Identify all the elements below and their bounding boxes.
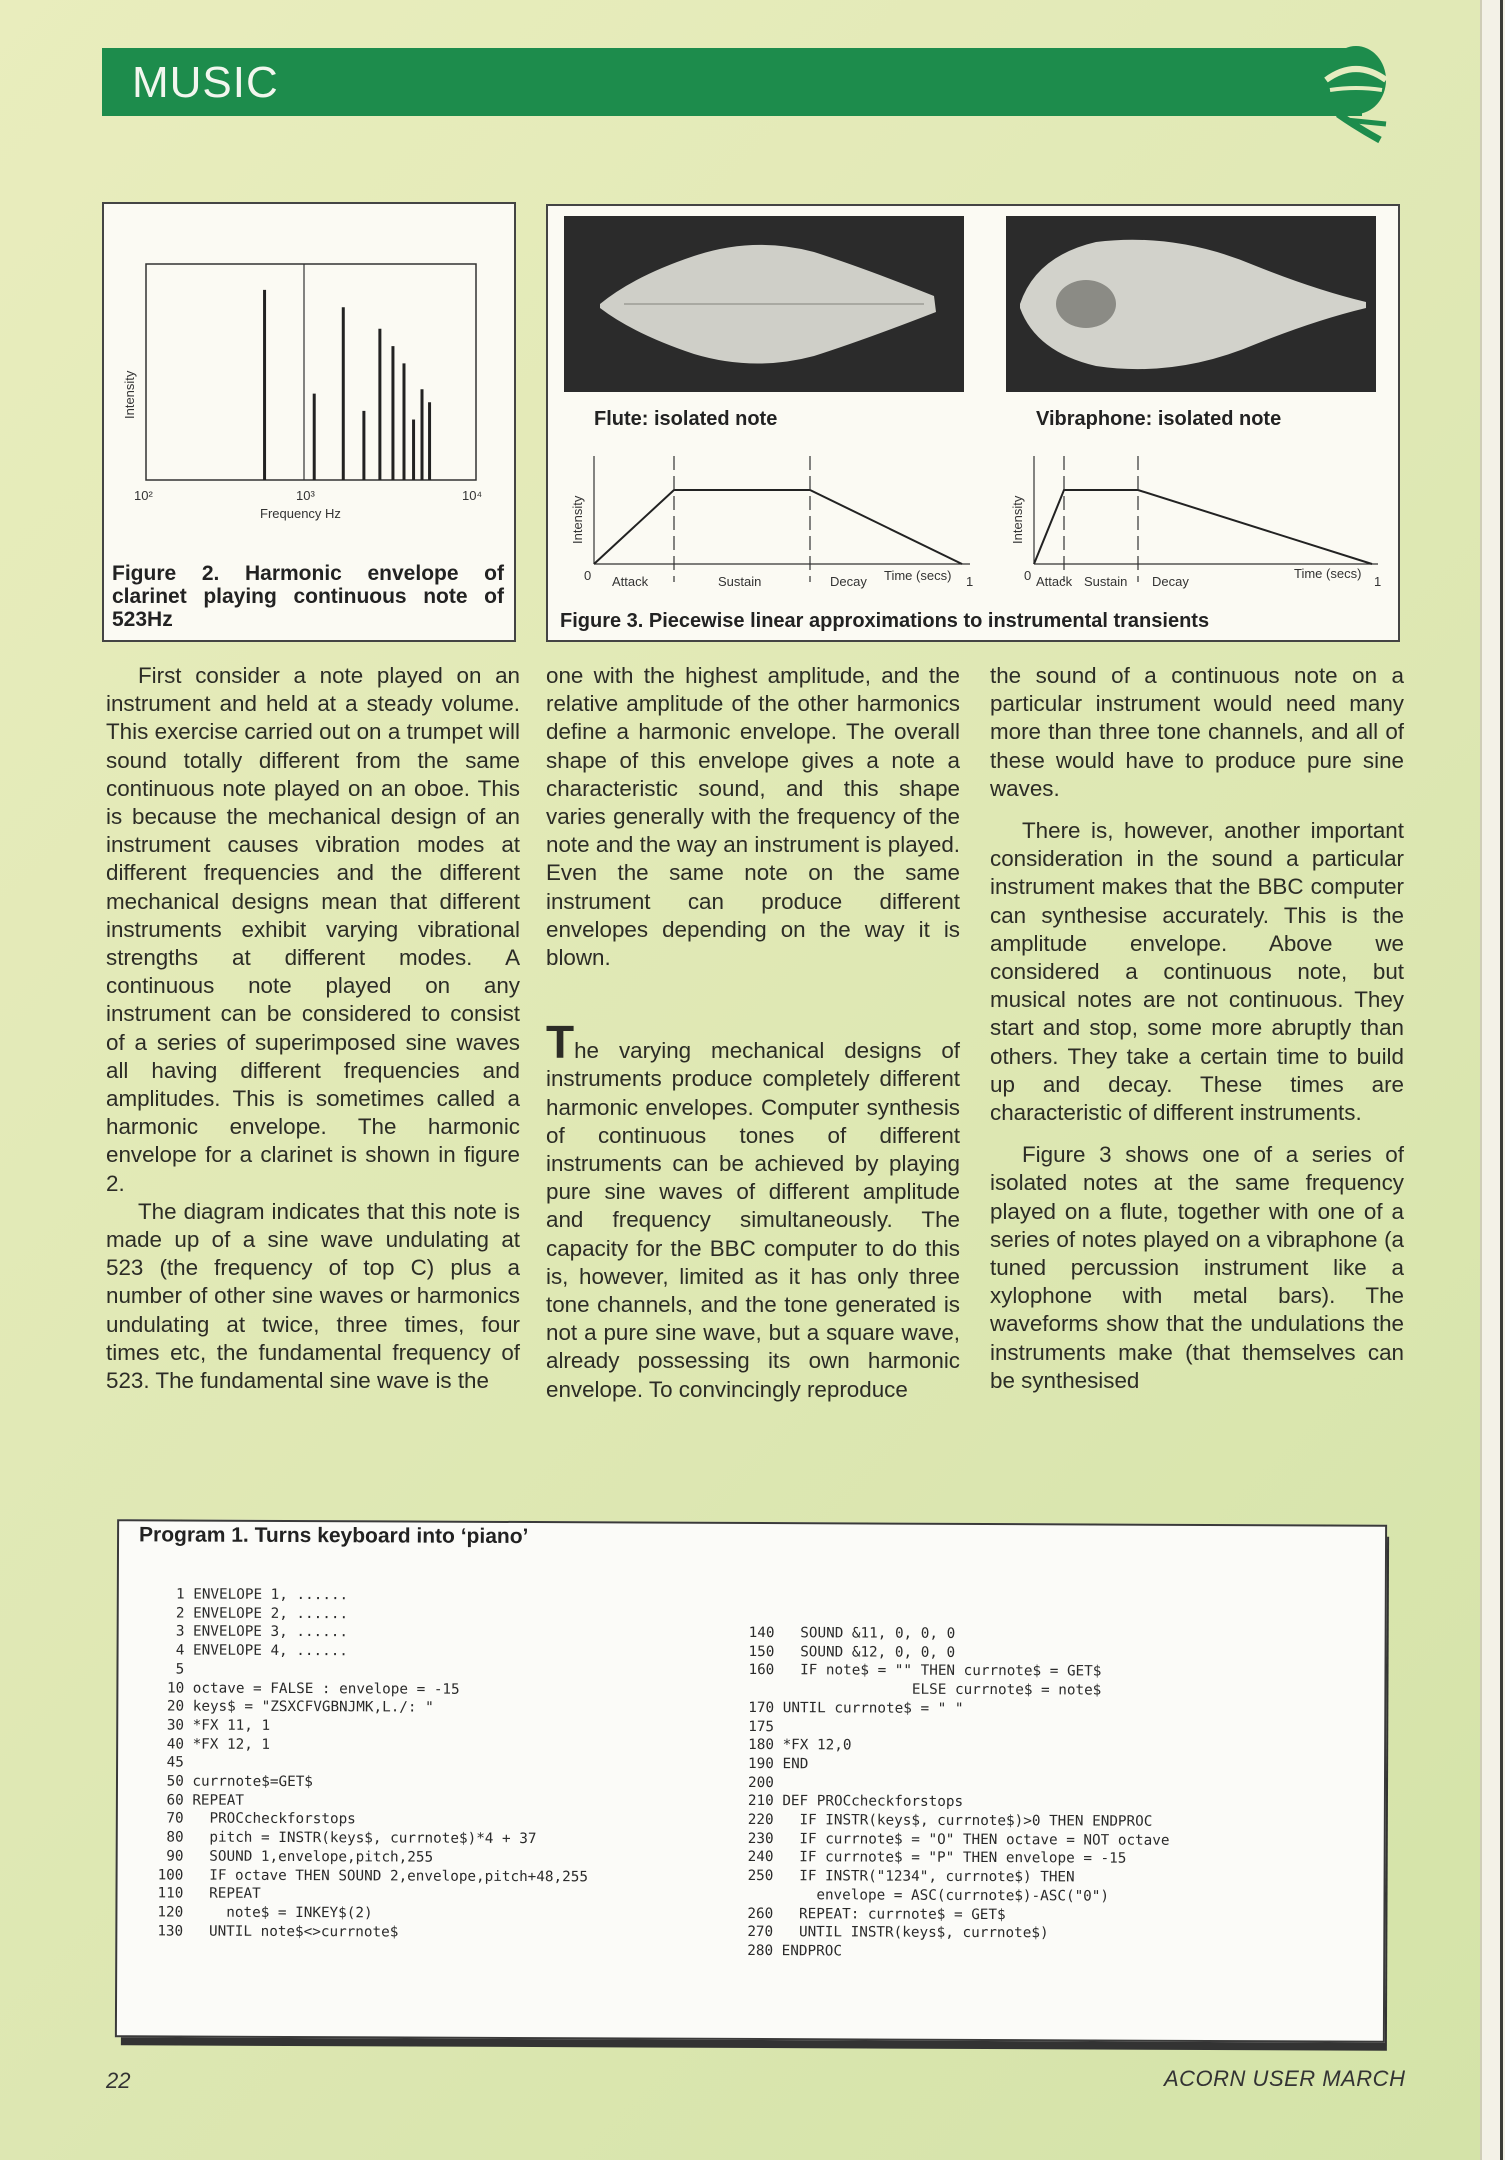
- svg-text:0: 0: [1024, 568, 1032, 583]
- x-tick-label: 10³: [296, 488, 315, 503]
- figure-2: [102, 202, 516, 642]
- y-axis-label: Intensity: [1010, 495, 1025, 544]
- figure-2-chart: [104, 204, 514, 544]
- svg-text:Decay: Decay: [1152, 574, 1189, 589]
- paragraph: one with the highest amplitude, and the relative amplitude of the other harmonics define a harmonic envelope. The overall shape of this envelope gives a note a characteristic sound, and this shape varies generally with the frequency of the note and the way an instrument is played. Even the same note on the same instrument can produce different envelopes depending on the way it is blown.: [546, 663, 960, 971]
- flute-title: Flute: isolated note: [594, 408, 778, 430]
- flute-waveform-photo: [564, 216, 964, 392]
- section-title: MUSIC: [132, 58, 279, 107]
- vibraphone-envelope-line: [1034, 490, 1372, 564]
- drop-cap: T: [546, 1016, 575, 1069]
- program-title: Program 1. Turns keyboard into ‘piano’: [139, 1523, 529, 1549]
- svg-text:Time (secs): Time (secs): [1294, 566, 1362, 581]
- page-edge: [1480, 0, 1505, 2160]
- x-tick-label: 10²: [134, 488, 153, 503]
- chart-frame: [146, 264, 476, 480]
- figure-3: [546, 204, 1400, 642]
- flute-envelope-line: [594, 490, 962, 564]
- svg-text:Sustain: Sustain: [1084, 574, 1128, 589]
- x-tick-label: 10⁴: [462, 488, 483, 503]
- text-column-2: [546, 662, 960, 1404]
- page-number: 22: [106, 2068, 131, 2093]
- text-column-1: [106, 662, 520, 1395]
- paragraph: Figure 3 shows one of a series of isolated notes at the same frequency played on a flute, together with one of a series of notes played on a vibraphone (a tuned percussion instrument like a xylophone with metal bars). The waveforms show that the undulations the instruments make (that themselves can be synthesised: [990, 1142, 1404, 1393]
- code-listing-right: 140 SOUND &11, 0, 0, 0 150 SOUND &12, 0, 0, 0 160 IF note$ = "" THEN currnote$ = GET$ ELSE currnote$ = note$ 170 UNTIL currnote$ = " " 175 180 *FX 12,0 190 END 200 210 DEF PROCcheckforstops 220 IF INSTR(keys$, currnote$)>0 THEN ENDPROC 230 IF currnote$ = "O" THEN octave = NOT octave 240 IF currnote$ = "P" THEN envelope = -15 250 IF INSTR("1234", currnote$) THEN envelope = ASC(currnote$)-ASC("0") 260 REPEAT: currnote$ = GET$ 270 UNTIL INSTR(keys$, currnote$) 280 ENDPROC: [747, 1624, 1170, 1960]
- acorn-icon: [1316, 28, 1396, 148]
- flute-waveform-icon: [564, 216, 964, 392]
- svg-text:1: 1: [1374, 574, 1382, 589]
- text-column-3: [990, 662, 1404, 1395]
- edge-rule: [1500, 0, 1503, 2160]
- flute-envelope-graph: [558, 446, 978, 596]
- section-header: [102, 48, 1362, 116]
- y-axis-label: Intensity: [122, 370, 137, 419]
- paragraph-dropcap: [546, 1016, 960, 1404]
- paragraph: There is, however, another important consideration in the sound a particular instrument makes that the BBC computer can synthesise accurately. This is the amplitude envelope. Above we considered a continuous note, but musical notes are not continuous. They start and stop, some more abruptly than others. They take a certain time to build up and decay. These times are characteristic of different instruments.: [990, 818, 1404, 1126]
- svg-text:0: 0: [584, 568, 592, 583]
- y-axis-label: Intensity: [570, 495, 585, 544]
- vibraphone-waveform-photo: [1006, 216, 1376, 392]
- paragraph-text: he varying mechanical designs of instruments produce completely different harmonic envelopes. Computer synthesis of continuous tones of different instruments can be achieved by playing pure sine waves of different amplitude and frequency simultaneously. The capacity for the BBC computer to do this is, however, limited as it has only three tone channels, and the tone generated is not a pure sine wave, but a square wave, already possessing its own harmonic envelope. To convincingly reproduce: [546, 1038, 960, 1402]
- svg-text:Sustain: Sustain: [718, 574, 762, 589]
- x-axis-label: Frequency Hz: [260, 506, 341, 521]
- figure-3-caption: Figure 3. Piecewise linear approximations to instrumental transients: [560, 610, 1210, 632]
- paragraph: First consider a note played on an instrument and held at a steady volume. This exercise carried out on a trumpet will sound totally different from the same continuous note played on an oboe. This is because the mechanical design of an instrument causes vibration modes at different frequencies and the different mechanical designs mean that different instruments exhibit varying vibrational strengths at different modes. A continuous note played on any instrument can be considered to consist of a series of superimposed sine waves all having different frequencies and amplitudes. This is sometimes called a harmonic envelope. The harmonic envelope for a clarinet is shown in figure 2.: [106, 663, 520, 1196]
- program-listing: [115, 1519, 1387, 2043]
- paragraph: the sound of a continuous note on a particular instrument would need many more than three tone channels, and all of these would have to produce pure sine waves.: [990, 663, 1404, 801]
- vibraphone-waveform-icon: [1006, 216, 1376, 392]
- svg-text:Attack: Attack: [612, 574, 649, 589]
- svg-text:Decay: Decay: [830, 574, 867, 589]
- svg-text:Attack: Attack: [1036, 574, 1073, 589]
- vibraphone-title: Vibraphone: isolated note: [1036, 408, 1282, 430]
- svg-text:1: 1: [966, 574, 974, 589]
- bar-group: [265, 290, 430, 480]
- vibraphone-envelope-graph: [988, 446, 1388, 596]
- paragraph: The diagram indicates that this note is made up of a sine wave undulating at 523 (the frequency of top C) plus a number of other sine waves or harmonics undulating at twice, three times, four times etc, the fundamental frequency of 523. The fundamental sine wave is the: [106, 1198, 520, 1394]
- code-listing-left: 1 ENVELOPE 1, ...... 2 ENVELOPE 2, ...... 3 ENVELOPE 3, ...... 4 ENVELOPE 4, ...... 5 10 octave = FALSE : envelope = -15 20 keys$ = "ZSXCFVGBNJMK,L./: " 30 *FX 11, 1 40 *FX 12, 1 45 50 currnote$=GET$ 60 REPEAT 70 PROCcheckforstops 80 pitch = INSTR(keys$, currnote$)*4 + 37 90 SOUND 1,envelope,pitch,255 100 IF octave THEN SOUND 2,envelope,pitch+48,255 110 REPEAT 120 note$ = INKEY$(2) 130 UNTIL note$<>currnote$: [157, 1586, 588, 1941]
- figure-2-caption: Figure 2. Harmonic envelope of clarinet playing continuous note of 523Hz: [112, 562, 504, 631]
- publication-name: ACORN USER MARCH: [1164, 2066, 1406, 2091]
- svg-text:Time (secs): Time (secs): [884, 568, 952, 583]
